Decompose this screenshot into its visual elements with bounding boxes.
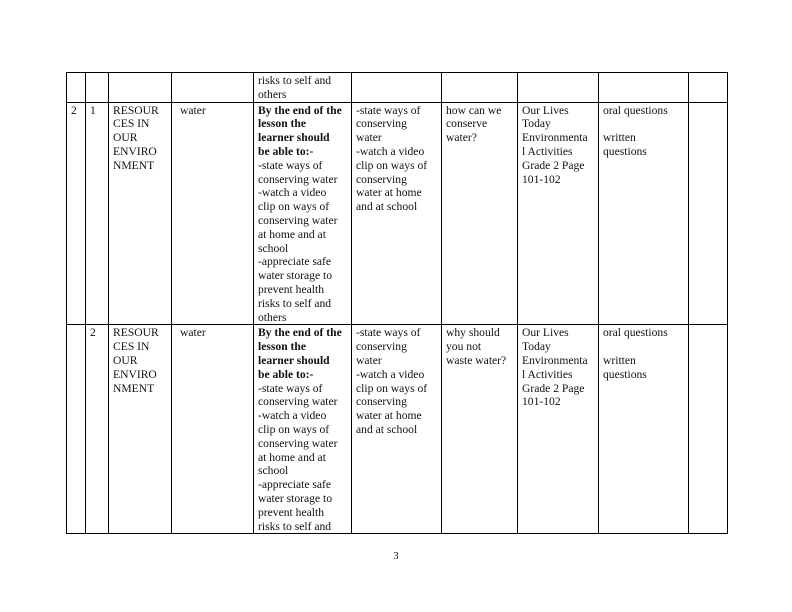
resources-cell: Our Lives Today Environmenta l Activities Grade 2 Page 101-102 xyxy=(518,102,599,325)
outcomes-text: -state ways of conserving water -watch a video clip on ways of conserving water at home and at school -appreciate safe water storage to prevent health risks to self and xyxy=(258,381,338,533)
inquiry-cell: how can we conserve water? xyxy=(442,102,518,325)
inquiry-cell: why should you not waste water? xyxy=(442,325,518,534)
remarks-cell xyxy=(689,102,728,325)
strand-cell: RESOUR CES IN OUR ENVIRO NMENT xyxy=(109,102,172,325)
strand-cell: RESOUR CES IN OUR ENVIRO NMENT xyxy=(109,325,172,534)
outcomes-cell xyxy=(254,325,352,534)
table-row xyxy=(67,102,728,325)
sub-strand-cell: water xyxy=(172,325,254,534)
lesson-cell xyxy=(86,73,109,103)
sub-strand-cell: water xyxy=(172,102,254,325)
outcomes-cell xyxy=(254,102,352,325)
remarks-cell xyxy=(689,73,728,103)
week-cell xyxy=(67,73,86,103)
outcomes-intro: By the end of the lesson the learner should be able to:- xyxy=(258,103,342,158)
outcomes-text: risks to self and others xyxy=(258,74,332,101)
outcomes-text: -state ways of conserving water -watch a video clip on ways of conserving water at home and at school -appreciate safe water storage to prevent health risks to self and others xyxy=(258,158,338,324)
experiences-cell: -state ways of conserving water -watch a video clip on ways of conserving water at home and at school xyxy=(352,102,442,325)
sub-strand-cell xyxy=(172,73,254,103)
week-cell xyxy=(67,325,86,534)
experiences-cell: -state ways of conserving water -watch a video clip on ways of conserving water at home and at school xyxy=(352,325,442,534)
assessment-cell: oral questions written questions xyxy=(599,325,689,534)
page-number: 3 xyxy=(393,551,399,562)
strand-cell xyxy=(109,73,172,103)
lesson-cell: 1 xyxy=(86,102,109,325)
assessment-cell: oral questions written questions xyxy=(599,102,689,325)
resources-cell: Our Lives Today Environmenta l Activities Grade 2 Page 101-102 xyxy=(518,325,599,534)
experiences-cell xyxy=(352,73,442,103)
table-row xyxy=(67,325,728,534)
outcomes-intro: By the end of the lesson the learner should be able to:- xyxy=(258,326,342,381)
resources-cell xyxy=(518,73,599,103)
outcomes-cell xyxy=(254,73,352,103)
scheme-of-work-table xyxy=(66,72,728,534)
assessment-cell xyxy=(599,73,689,103)
lesson-cell: 2 xyxy=(86,325,109,534)
remarks-cell xyxy=(689,325,728,534)
inquiry-cell xyxy=(442,73,518,103)
week-cell: 2 xyxy=(67,102,86,325)
table-row xyxy=(67,73,728,103)
